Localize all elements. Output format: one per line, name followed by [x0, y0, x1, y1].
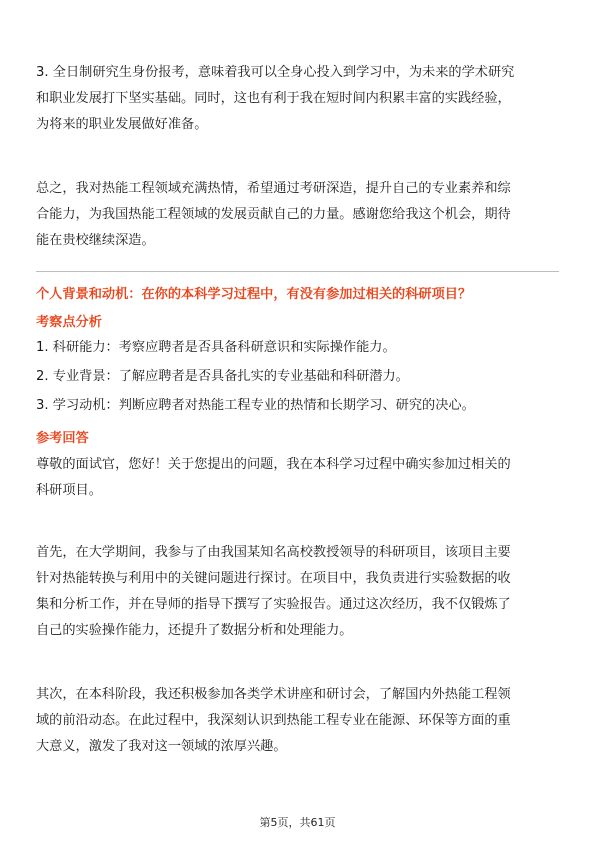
text-line: 和职业发展打下坚实基础。同时，这也有利于我在短时间内积累丰富的实践经验，	[36, 91, 511, 106]
interview-question: 个人背景和动机：在你的本科学习过程中，有没有参加过相关的科研项目？	[36, 287, 472, 302]
text-line: 域的前沿动态。在此过程中，我深刻认识到热能工程专业在能源、环保等方面的重	[36, 713, 511, 728]
text-line: 总之，我对热能工程领域充满热情，希望通过考研深造，提升自己的专业素养和综	[36, 181, 511, 196]
answer-paragraph-2	[36, 540, 559, 644]
text-line: 尊敬的面试官，您好！关于您提出的问题，我在本科学习过程中确实参加过相关的	[36, 457, 511, 472]
text-line: 自己的实验操作能力，还提升了数据分析和处理能力。	[36, 623, 353, 638]
analysis-item: 1. 科研能力：考察应聘者是否具备科研意识和实际操作能力。	[36, 340, 396, 355]
intro-paragraph-2	[36, 176, 559, 254]
text-line: 集和分析工作，并在导师的指导下撰写了实验报告。通过这次经历，我不仅锻炼了	[36, 597, 511, 612]
analysis-heading: 考察点分析	[36, 315, 102, 330]
intro-paragraph-1	[36, 60, 559, 138]
text-line: 其次，在本科阶段，我还积极参加各类学术讲座和研讨会，了解国内外热能工程领	[36, 687, 511, 702]
analysis-item: 2. 专业背景：了解应聘者是否具备扎实的专业基础和科研潜力。	[36, 369, 409, 384]
text-line: 首先，在大学期间，我参与了由我国某知名高校教授领导的科研项目，该项目主要	[36, 545, 511, 560]
analysis-item: 3. 学习动机：判断应聘者对热能工程专业的热情和长期学习、研究的决心。	[36, 398, 475, 413]
text-line: 科研项目。	[36, 483, 102, 498]
section-divider	[36, 271, 559, 272]
text-line: 针对热能转换与利用中的关键问题进行探讨。在项目中，我负责进行实验数据的收	[36, 571, 511, 586]
text-line: 大意义，激发了我对这一领域的浓厚兴趣。	[36, 739, 287, 754]
text-line: 能在贵校继续深造。	[36, 233, 155, 248]
text-line: 为将来的职业发展做好准备。	[36, 117, 208, 132]
text-line: 3. 全日制研究生身份报考，意味着我可以全身心投入到学习中，为未来的学术研究	[36, 65, 515, 80]
answer-paragraph-1	[36, 452, 559, 504]
page-number-footer: 第5页，共61页	[259, 816, 336, 829]
answer-paragraph-3	[36, 682, 559, 760]
text-line: 合能力，为我国热能工程领域的发展贡献自己的力量。感谢您给我这个机会，期待	[36, 207, 511, 222]
answer-heading: 参考回答	[36, 431, 89, 446]
